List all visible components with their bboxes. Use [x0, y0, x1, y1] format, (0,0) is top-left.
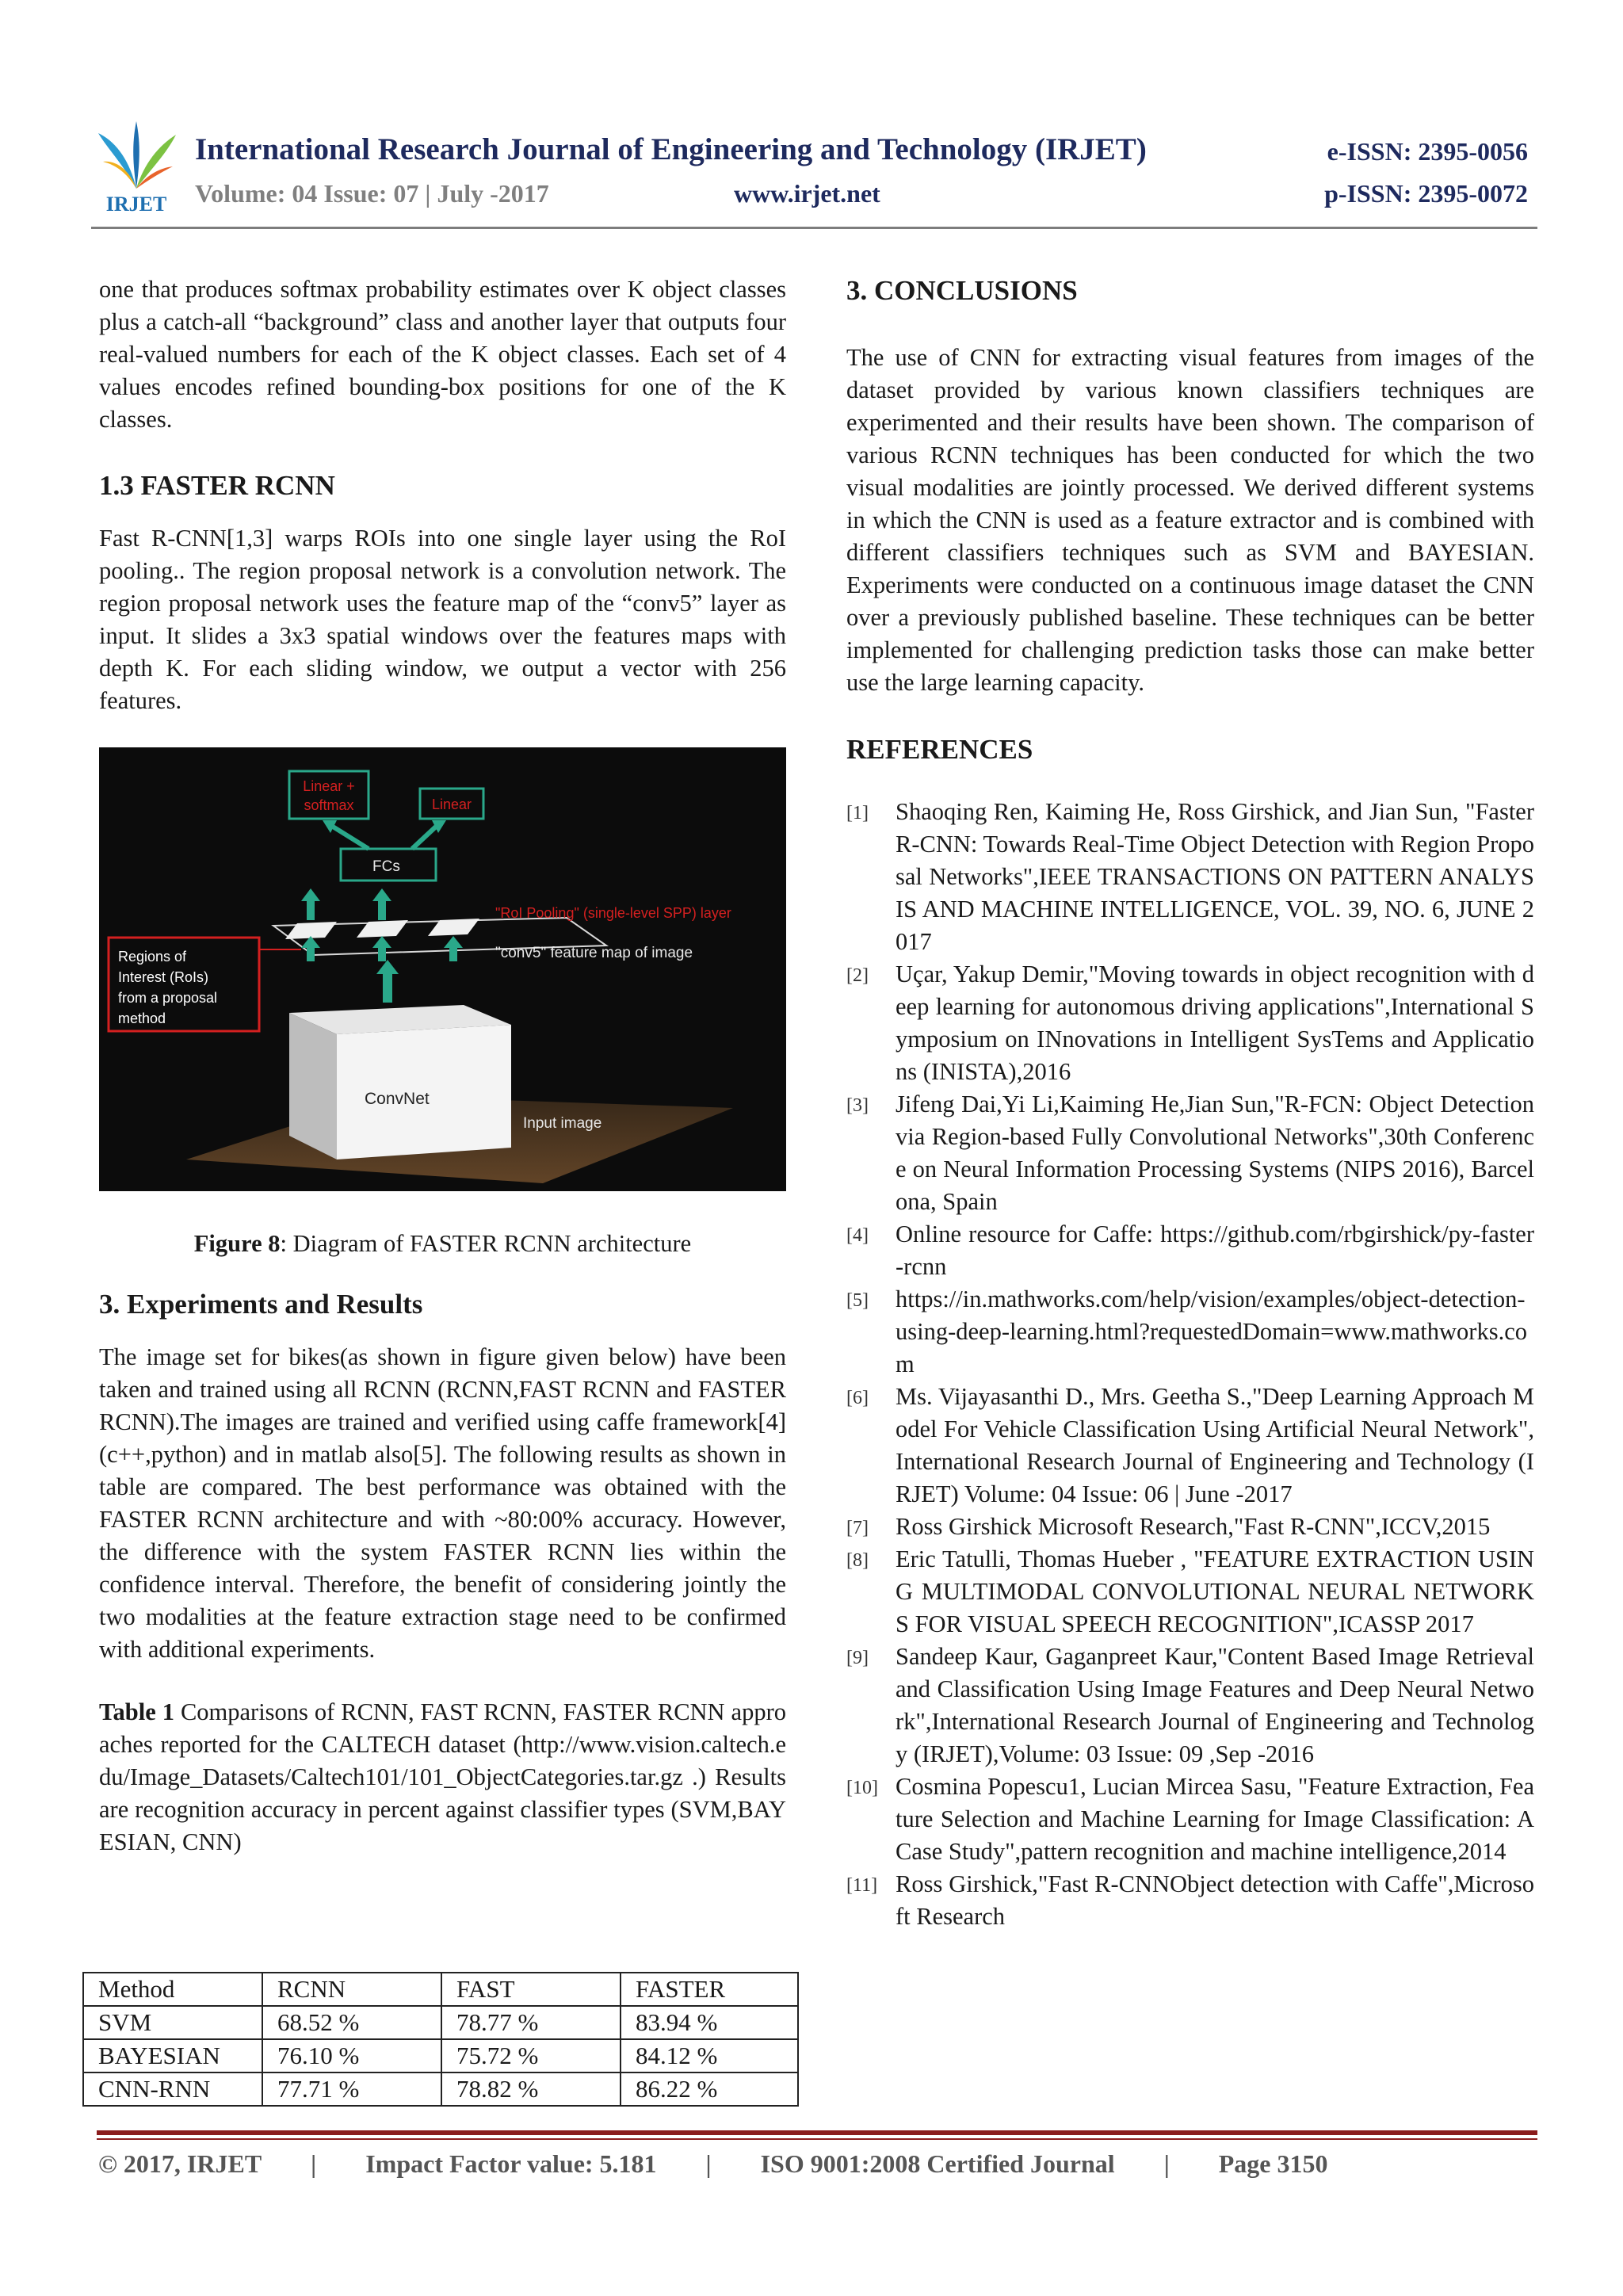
footer-sep-2: | [705, 2149, 712, 2178]
conclusions-paragraph: The use of CNN for extracting visual features from images of the dataset provided by various known classifiers techniques are experimented and their results have been shown. The comparison of various RCNN techniques has been conducted for which the two visual modalities are jointly processed. We derived different systems in which the CNN is used as a feature extractor and is combined with different classifiers techniques such as SVM and BAYESIAN. Experiments were conducted on a continuous image dataset the CNN over a previously published baseline. These techniques can be better implemented for challenging prediction tasks those can make better use the large learning capacity. [846, 344, 1534, 696]
section-heading-references: REFERENCES [846, 734, 1033, 765]
table-header-row [83, 1973, 798, 2006]
table-cell: 77.71 % [262, 2073, 441, 2106]
figure-caption [99, 1228, 786, 1260]
intro-paragraph: one that produces softmax probability estimates over K object classes plus a catch-all “background” class and another layer that outputs four real-valued numbers for each of the K object classes. Each set of 4 values encodes refined bounding-box positions for one of the K classes. [99, 276, 786, 433]
reference-number: [3] [846, 1095, 869, 1116]
reference-number: [8] [846, 1550, 869, 1571]
table-header-cell: Method [83, 1973, 262, 2006]
journal-title: International Research Journal of Engineering and Technology (IRJET) [195, 132, 1147, 166]
table-row [83, 2006, 798, 2039]
irjet-logo [92, 117, 181, 216]
roi-pooling-label: "RoI Pooling" (single-level SPP) layer [495, 905, 731, 921]
reference-text: Cosmina Popescu1, Lucian Mircea Sasu, "Feature Extraction, Feature Selection and Machine Learning for Image Classification: A Case Study",pattern recognition and machine intelligence,2014 [896, 1773, 1534, 1865]
table-header-cell: RCNN [262, 1973, 441, 2006]
linear-softmax-line2: softmax [304, 797, 354, 813]
table-cell: 76.10 % [262, 2039, 441, 2073]
table-cell: 83.94 % [621, 2006, 798, 2039]
table-cell: 68.52 % [262, 2006, 441, 2039]
footer-rule-thin [97, 2138, 1537, 2140]
faster-rcnn-paragraph: Fast R-CNN[1,3] warps ROIs into one single layer using the RoI pooling.. The region proposal network is a convolution network. The region proposal network uses the feature map of the “conv5” layer as input. It slides a 3x3 spatial windows over the features maps with depth K. For each sliding window, we output a vector with 256 features. [99, 525, 786, 714]
convnet-label: ConvNet [365, 1090, 430, 1108]
table-cell: 84.12 % [621, 2039, 798, 2073]
reference-item [846, 1218, 1534, 1283]
footer [98, 2149, 1327, 2179]
references-list [846, 796, 1534, 1933]
regions-line2: Interest (RoIs) [118, 969, 209, 985]
reference-number: [5] [846, 1290, 869, 1311]
convnet-box-side [289, 1013, 337, 1159]
figure-caption-label: Figure 8 [193, 1230, 281, 1257]
reference-text: Sandeep Kaur, Gaganpreet Kaur,"Content Based Image Retrieval and Classification Using Image Features and Deep Neural Network",International Research Journal of Engineering and Technology (IRJET),Volume: 03 Issue: 09 ,Sep -2016 [896, 1643, 1534, 1767]
regions-line4: method [118, 1010, 166, 1026]
input-image-label: Input image [523, 1115, 602, 1132]
table-caption-text: Comparisons of RCNN, FAST RCNN, FASTER RCNN approaches reported for the CALTECH dataset (http://www.vision.caltech.edu/Image_Datasets/Caltech101/101_ObjectCategories.tar.gz .) Results are recognition accuracy in percent against classifier types (SVM,BAYESIAN, CNN) [99, 1698, 786, 1855]
reference-text: Ross Girshick,"Fast R-CNNObject detection with Caffe",Microsoft Research [896, 1870, 1534, 1930]
reference-number: [6] [846, 1388, 869, 1408]
regions-line1: Regions of [118, 949, 187, 965]
reference-text: Uçar, Yakup Demir,"Moving towards in object recognition with deep learning for autonomous driving applications",International Symposium on INnovations in Intelligent SysTems and Applications (INISTA),2016 [896, 961, 1534, 1085]
fcs-label: FCs [372, 858, 400, 875]
experiments-paragraph: The image set for bikes(as shown in figure given below) have been taken and trained using all RCNN (RCNN,FAST RCNN and FASTER RCNN).The images are trained and verified using caffe framework[4](c++,python) and in matlab also[5]. The following results as shown in table are compared. The best performance was obtained with the FASTER RCNN architecture and with ~80:00% accuracy. However, the difference with the system FASTER RCNN lies within the confidence interval. Therefore, the benefit of considering jointly the two modalities at the feature extraction stage need to be confirmed with additional experiments. [99, 1343, 786, 1663]
reference-item [846, 1641, 1534, 1771]
linear-softmax-line1: Linear + [303, 778, 355, 794]
results-table [82, 1972, 799, 2107]
table-cell: SVM [83, 2006, 262, 2039]
table-cell: 75.72 % [441, 2039, 621, 2073]
footer-page-number: Page 3150 [1218, 2149, 1328, 2178]
journal-website[interactable]: www.irjet.net [734, 179, 880, 208]
architecture-diagram [99, 747, 786, 1191]
reference-number: [9] [846, 1648, 869, 1668]
reference-text: Jifeng Dai,Yi Li,Kaiming He,Jian Sun,"R-FCN: Object Detection via Region-based Fully Convolutional Networks",30th Conference on Neural Information Processing Systems (NIPS 2016), Barcelona, Spain [896, 1091, 1534, 1215]
regions-line3: from a proposal [118, 990, 218, 1006]
table-header-cell: FAST [441, 1973, 621, 2006]
reference-item [846, 796, 1534, 958]
section-heading-faster-rcnn: 1.3 FASTER RCNN [99, 470, 335, 501]
table-caption-label: Table 1 [99, 1698, 174, 1725]
pissn: p-ISSN: 2395-0072 [1324, 179, 1528, 208]
reference-text: Ross Girshick Microsoft Research,"Fast R-CNN",ICCV,2015 [896, 1513, 1491, 1540]
table-cell: 86.22 % [621, 2073, 798, 2106]
linear-label: Linear [431, 797, 472, 812]
conv5-label: "conv5" feature map of image [495, 945, 693, 961]
table-cell: 78.82 % [441, 2073, 621, 2106]
table-caption [99, 1696, 786, 1859]
issue-info: Volume: 04 Issue: 07 | July -2017 [195, 179, 549, 208]
reference-number: [10] [846, 1778, 878, 1798]
table-cell: CNN-RNN [83, 2073, 262, 2106]
svg-text:IRJET: IRJET [105, 193, 167, 216]
reference-item [846, 958, 1534, 1088]
reference-item [846, 1088, 1534, 1218]
irjet-leaf-icon [92, 117, 181, 216]
footer-impact-factor: Impact Factor value: 5.181 [365, 2149, 657, 2178]
reference-number: [11] [846, 1875, 878, 1896]
reference-number: [4] [846, 1225, 869, 1246]
reference-text: Online resource for Caffe: https://github.com/rbgirshick/py-faster-rcnn [896, 1221, 1534, 1280]
reference-number: [2] [846, 965, 869, 986]
reference-item [846, 1283, 1534, 1381]
reference-item [846, 1511, 1534, 1543]
footer-iso: ISO 9001:2008 Certified Journal [760, 2149, 1115, 2178]
footer-rule-thick [97, 2130, 1537, 2135]
results-table-container [82, 1972, 799, 2107]
reference-text: Ms. Vijayasanthi D., Mrs. Geetha S.,"Deep Learning Approach Model For Vehicle Classification Using Artificial Neural Network",International Research Journal of Engineering and Technology (IRJET) Volume: 04 Issue: 06 | June -2017 [896, 1383, 1534, 1507]
footer-sep-1: | [311, 2149, 317, 2178]
left-column [99, 273, 786, 1859]
footer-copyright: © 2017, IRJET [98, 2149, 262, 2178]
table-cell: 78.77 % [441, 2006, 621, 2039]
table-row [83, 2073, 798, 2106]
reference-item [846, 1543, 1534, 1641]
table-row [83, 2039, 798, 2073]
footer-sep-3: | [1163, 2149, 1170, 2178]
header-divider [91, 227, 1537, 229]
faster-rcnn-architecture-figure [99, 747, 786, 1191]
reference-item [846, 1381, 1534, 1511]
table-cell: BAYESIAN [83, 2039, 262, 2073]
table-header-cell: FASTER [621, 1973, 798, 2006]
eissn: e-ISSN: 2395-0056 [1327, 137, 1528, 166]
right-column [846, 273, 1534, 1933]
reference-text: https://in.mathworks.com/help/vision/examples/object-detection-using-deep-learning.html?requestedDomain=www.mathworks.com [896, 1286, 1527, 1377]
reference-number: [7] [846, 1518, 869, 1538]
reference-text: Shaoqing Ren, Kaiming He, Ross Girshick, and Jian Sun, "Faster R-CNN: Towards Real-Time Object Detection with Region Proposal Networks",IEEE TRANSACTIONS ON PATTERN ANALYSIS AND MACHINE INTELLIGENCE, VOL. 39, NO. 6, JUNE 2017 [896, 798, 1534, 955]
arrow-convnet-up [383, 971, 392, 1003]
figure-caption-text: : Diagram of FASTER RCNN architecture [280, 1230, 692, 1257]
section-heading-conclusions: 3. CONCLUSIONS [846, 275, 1078, 306]
reference-number: [1] [846, 803, 869, 823]
reference-item [846, 1868, 1534, 1933]
reference-text: Eric Tatulli, Thomas Hueber , "FEATURE EXTRACTION USING MULTIMODAL CONVOLUTIONAL NEURAL NETWORKS FOR VISUAL SPEECH RECOGNITION",ICASSP 2017 [896, 1545, 1534, 1637]
reference-item [846, 1771, 1534, 1868]
section-heading-experiments: 3. Experiments and Results [99, 1289, 423, 1320]
